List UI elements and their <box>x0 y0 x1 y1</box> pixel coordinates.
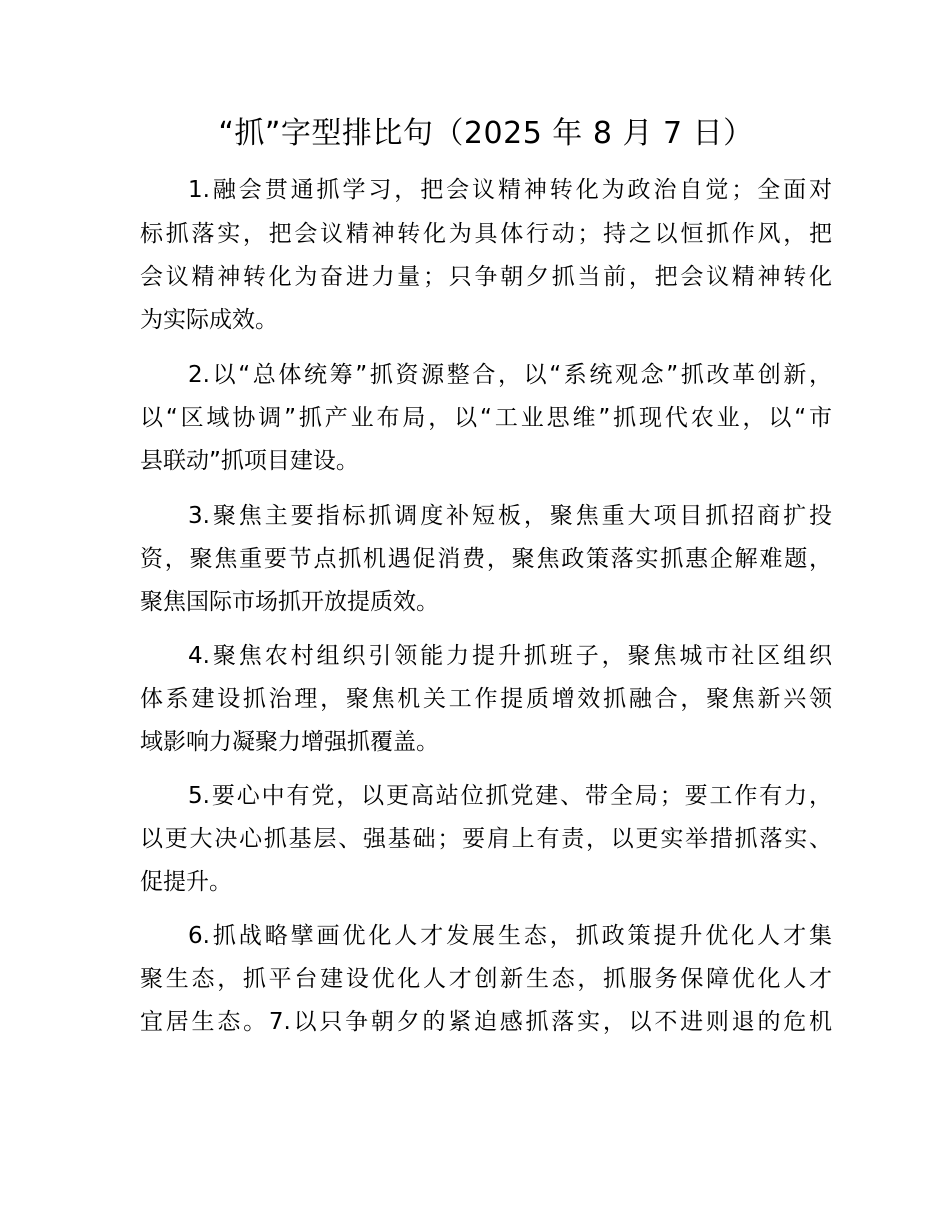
text-line: 资，聚焦重要节点抓机遇促消费，聚焦政策落实抓惠企解难题， <box>140 546 832 572</box>
text-line: 促提升。 <box>140 869 232 895</box>
text-line: 会议精神转化为奋进力量；只争朝夕抓当前，把会议精神转化 <box>140 264 832 290</box>
text-line: 5.要心中有党，以更高站位抓党建、带全局；要工作有力， <box>188 783 832 809</box>
text-line: 为实际成效。 <box>140 307 278 333</box>
text-line: 县联动”抓项目建设。 <box>140 448 359 474</box>
text-line: 标抓落实，把会议精神转化为具体行动；持之以恒抓作风，把 <box>140 221 832 247</box>
text-line: 域影响力凝聚力增强抓覆盖。 <box>140 729 439 755</box>
text-line: 聚生态，抓平台建设优化人才创新生态，抓服务保障优化人才 <box>140 966 832 992</box>
text-line: 以更大决心抓基层、强基础；要肩上有责，以更实举措抓落实、 <box>140 826 832 852</box>
text-line: 3.聚焦主要指标抓调度补短板，聚焦重大项目抓招商扩投 <box>188 503 832 529</box>
text-line: 6.抓战略擘画优化人才发展生态，抓政策提升优化人才集 <box>188 923 832 949</box>
text-line: 以“区域协调”抓产业布局，以“工业思维”抓现代农业，以“市 <box>140 405 832 431</box>
text-line: 宜居生态。7.以只争朝夕的紧迫感抓落实，以不进则退的危机 <box>140 1009 832 1035</box>
text-line: 聚焦国际市场抓开放提质效。 <box>140 589 439 615</box>
text-line: 2.以“总体统筹”抓资源整合，以“系统观念”抓改革创新， <box>188 362 832 388</box>
text-line: 体系建设抓治理，聚焦机关工作提质增效抓融合，聚焦新兴领 <box>140 686 832 712</box>
text-line: 4.聚焦农村组织引领能力提升抓班子，聚焦城市社区组织 <box>188 643 832 669</box>
page-title: “抓”字型排比句（2025 年 8 月 7 日） <box>218 116 754 151</box>
text-line: 1.融会贯通抓学习，把会议精神转化为政治自觉；全面对 <box>188 177 832 203</box>
